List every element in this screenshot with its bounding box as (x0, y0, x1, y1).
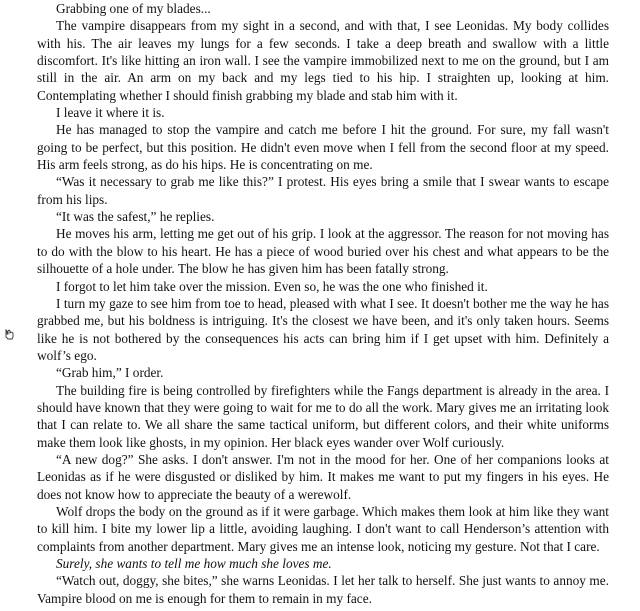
cursor-icon (3, 328, 15, 342)
document-body[interactable] (37, 0, 609, 607)
paragraph-6: “It was the safest,” he replies. (56, 209, 215, 225)
paragraph-3: I leave it where it is. (56, 105, 165, 121)
paragraph-15: “Watch out, doggy, she bites,” she warns Leonidas. I let her talk to herself. She just wants to annoy me. Vampire blood on me is enough for them to remain in my face. (37, 573, 609, 606)
paragraph-8: I forgot to let him take over the mission. Even so, he was the one who finished it. (56, 278, 488, 294)
paragraph-13: Wolf drops the body on the ground as if it were garbage. Which makes them look at him like they want to kill him. I bite my lower lip a little, avoiding laughing. I don't want to call Henderson’s attention with complaints from another department. Mary gives me an intense look, noticing my gesture. Not that I care. (37, 503, 609, 554)
paragraph-5: “Was it necessary to grab me like this?” I protest. His eyes bring a smile that I swear wants to escape from his lips. (37, 174, 609, 207)
paragraph-10: “Grab him,” I order. (56, 365, 164, 381)
paragraph-4: He has managed to stop the vampire and catch me before I hit the ground. For sure, my fall wasn't going to be perfect, but this position. He didn't even move when I fell from the second floor at my speed. His arm feels strong, as do his hips. He is concentrating on me. (37, 122, 609, 173)
paragraph-1: Grabbing one of my blades... (56, 1, 211, 16)
paragraph-11: The building fire is being controlled by firefighters while the Fangs department is already in the area. I should have known that they were going to wait for me to do all the work. Mary gives me an irritating look that I can relate to. We all share the same tactical uniform, but different colors, and their white uniforms make them look like ghosts, in my opinion. Her black eyes wander over Wolf curiously. (37, 382, 609, 450)
paragraph-2: The vampire disappears from my sight in a second, and with that, I see Leonidas. My body collides with his. The air leaves my lungs for a few seconds. I take a deep breath and swallow with a little discomfort. It's like hitting an iron wall. I see the vampire immobilized next to me on the ground, but I am still in the air. An arm on my back and my legs tied to his hip. I straighten up, looking at him. Contemplating whether I should finish grabbing my blade and stab him with it. (37, 18, 609, 103)
paragraph-9: I turn my gaze to see him from toe to head, pleased with what I see. It doesn't bother me the way he has grabbed me, but his boldness is intriguing. It's the closest we have been, and it's only taken hours. Seems like he is not bothered by the consequences his acts can bring him if I get upset with him. Definitely a wolf’s ego. (37, 295, 609, 363)
paragraph-12: “A new dog?” She asks. I don't answer. I'm not in the mood for her. One of her companions looks at Leonidas as if he were disgusted or disliked by him. It makes me want to put my fingers in his eyes. He does not know how to appreciate the beauty of a werewolf. (37, 451, 609, 502)
paragraph-7: He moves his arm, letting me get out of his grip. I look at the aggressor. The reason for not moving has to do with the blow to his heart. He has a piece of wood buried over his chest and what appears to be the silhouette of a hole under. The blow he has given him has been fatally strong. (37, 226, 609, 277)
paragraph-14: Surely, she wants to tell me how much she loves me. (56, 556, 332, 571)
